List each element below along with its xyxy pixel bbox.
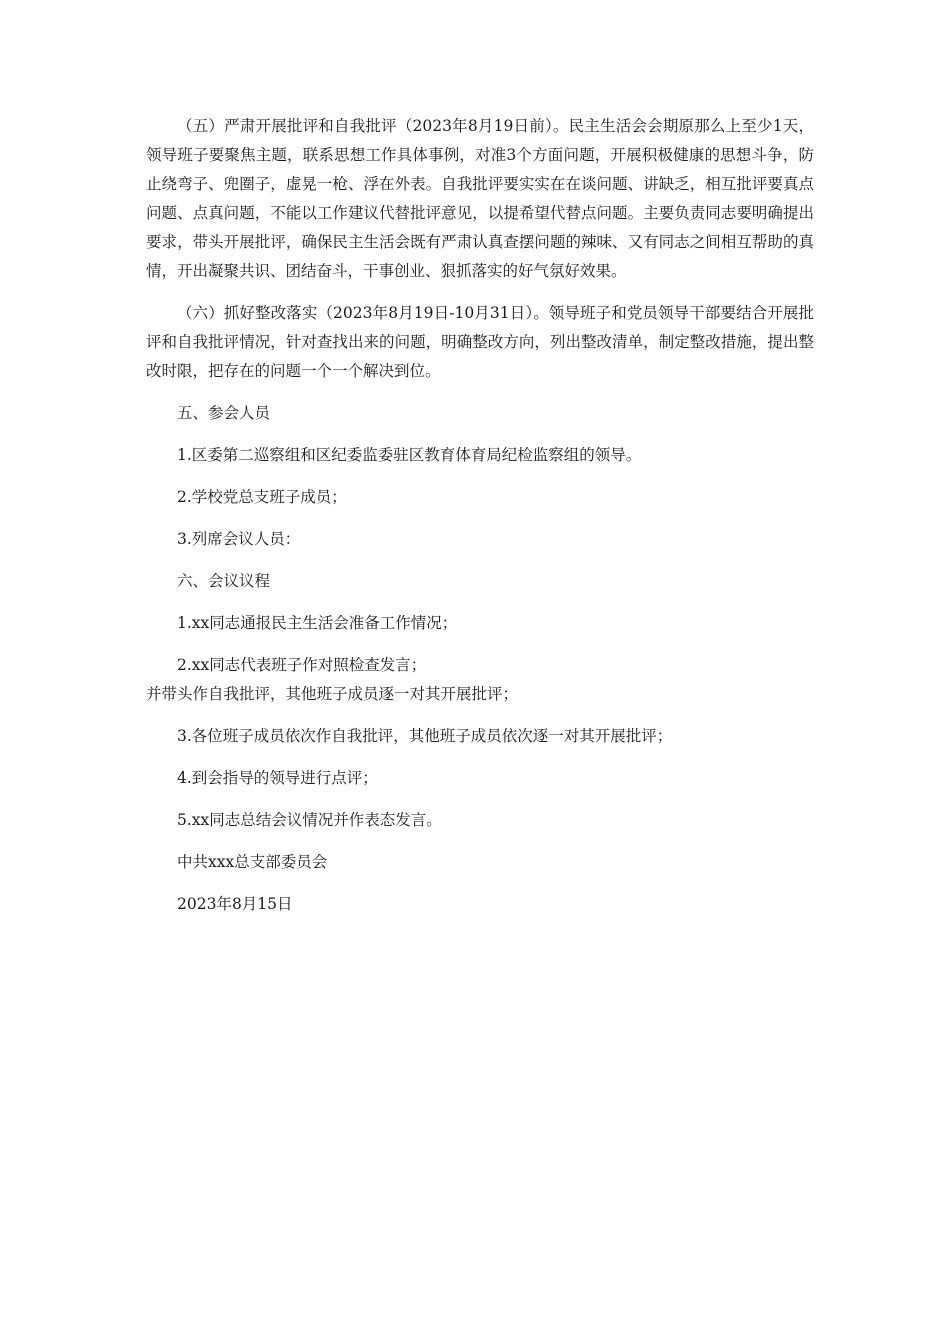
attendee-item-2: 2.学校党总支班子成员； [177,488,347,506]
agenda-item-2: 2.xx同志代表班子作对照检查发言； [177,656,427,674]
signature-org: 中共xxx总支部委员会 [177,853,328,871]
paragraph-rectification: （六）抓好整改落实（2023年8月19日-10月31日）。领导班子和党员领导干部要结合开展批评和自我批评情况，针对查找出来的问题，明确整改方向，列出整改清单，制定整改措施，提出整改时限，把存在的问题一个一个解决到位。 [146,304,814,380]
document-page [146,112,814,919]
section-heading-attendees: 五、参会人员 [177,404,271,422]
attendee-item-3: 3.列席会议人员： [177,530,301,548]
signature-date: 2023年8月15日 [177,895,293,913]
paragraph-criticism: （五）严肃开展批评和自我批评（2023年8月19日前）。民主生活会会期原那么上至少1天，领导班子要聚焦主题，联系思想工作具体事例，对准3个方面问题，开展积极健康的思想斗争，防止绕弯子、兜圈子，虚晃一枪、浮在外表。自我批评要实实在在谈问题、讲缺乏，相互批评要真点问题、点真问题，不能以工作建议代替批评意见，以提希望代替点问题。主要负责同志要明确提出要求，带头开展批评，确保民主生活会既有严肃认真查摆问题的辣味、又有同志之间相互帮助的真情，开出凝聚共识、团结奋斗，干事创业、狠抓落实的好气氛好效果。 [146,117,814,280]
section-heading-agenda: 六、会议议程 [177,572,271,590]
agenda-item-2-continuation: 并带头作自我批评，其他班子成员逐一对其开展批评； [146,685,519,703]
agenda-item-1: 1.xx同志通报民主生活会准备工作情况； [177,614,458,632]
agenda-item-4: 4.到会指导的领导进行点评； [177,769,378,787]
agenda-item-5: 5.xx同志总结会议情况并作表态发言。 [177,811,442,829]
attendee-item-1: 1.区委第二巡察组和区纪委监委驻区教育体育局纪检监察组的领导。 [177,446,642,464]
agenda-item-3: 3.各位班子成员依次作自我批评，其他班子成员依次逐一对其开展批评； [177,727,673,745]
